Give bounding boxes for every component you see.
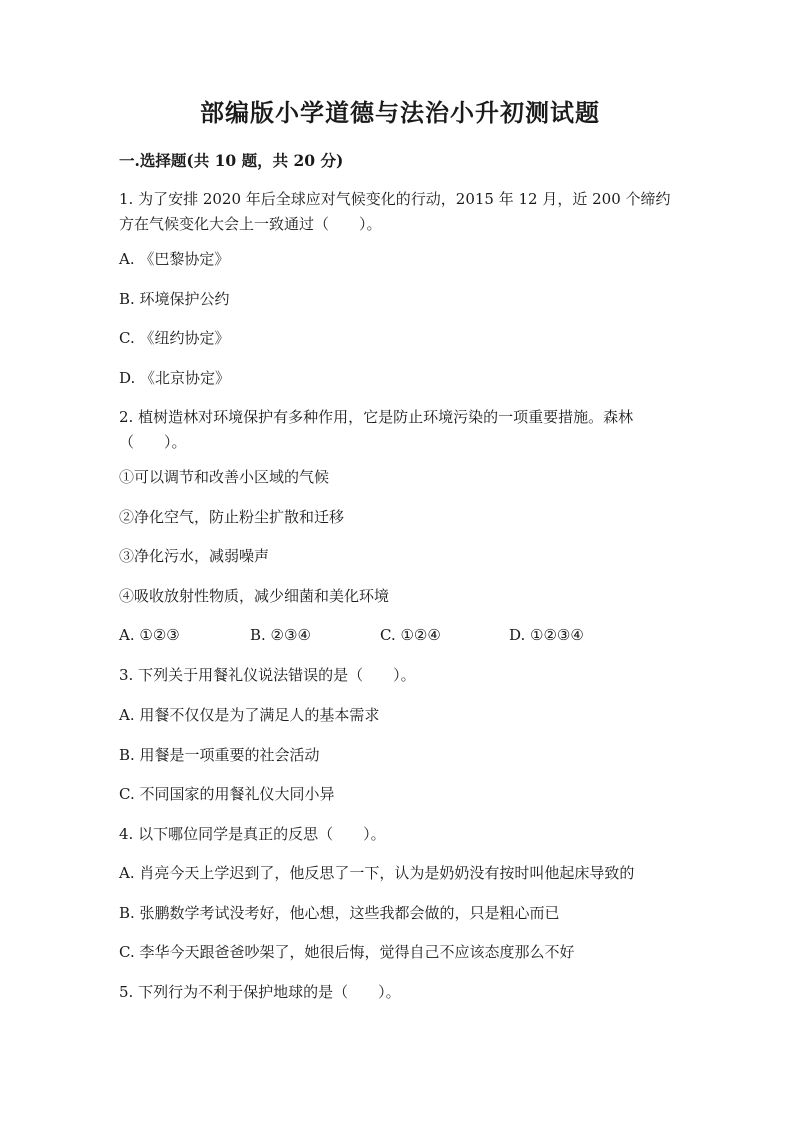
question-3-stem: 3. 下列关于用餐礼仪说法错误的是（ ）。 [119,666,416,684]
question-3-option-a: A. 用餐不仅仅是为了满足人的基本需求 [119,706,380,724]
question-2-stem-line-1: 2. 植树造林对环境保护有多种作用，它是防止环境污染的一项重要措施。森林 [119,408,634,426]
question-3-option-b: B. 用餐是一项重要的社会活动 [119,746,320,764]
question-1-stem-line-1: 1. 为了安排 2020 年后全球应对气候变化的行动，2015 年 12 月，近 200 个缔约 [119,190,671,208]
question-4-option-c: C. 李华今天跟爸爸吵架了，她很后悔，觉得自己不应该态度那么不好 [119,943,575,961]
question-4-option-a: A. 肖亮今天上学迟到了，他反思了一下，认为是奶奶没有按时叫他起床导致的 [119,864,635,882]
question-1-option-a: A. 《巴黎协定》 [119,250,230,268]
question-1-option-d: D. 《北京协定》 [119,369,231,387]
question-2-statement-3: ③净化污水，减弱噪声 [119,547,270,565]
section-heading: 一.选择题(共 10 题，共 20 分) [119,151,344,170]
question-4-stem: 4. 以下哪位同学是真正的反思（ ）。 [119,825,386,843]
question-2-statement-1: ①可以调节和改善小区域的气候 [119,468,330,486]
question-2-option-a: A. ①②③ [119,626,180,644]
question-2-option-d: D. ①②③④ [509,626,584,644]
question-2-options-row [119,624,684,646]
question-4-option-b: B. 张鹏数学考试没考好，他心想，这些我都会做的，只是粗心而已 [119,904,560,922]
question-1-stem-line-2: 方在气候变化大会上一致通过（ ）。 [119,215,382,233]
question-2-stem-line-2: （ ）。 [119,433,187,451]
question-2-option-c: C. ①②④ [380,626,441,644]
question-1-option-c: C. 《纽约协定》 [119,329,230,347]
page-title: 部编版小学道德与法治小升初测试题 [200,98,600,127]
question-5-stem: 5. 下列行为不利于保护地球的是（ ）。 [119,983,401,1001]
question-1-option-b: B. 环境保护公约 [119,290,230,308]
question-2-statement-2: ②净化空气，防止粉尘扩散和迁移 [119,508,345,526]
question-3-option-c: C. 不同国家的用餐礼仪大同小异 [119,785,335,803]
question-2-option-b: B. ②③④ [250,626,311,644]
question-2-statement-4: ④吸收放射性物质，减少细菌和美化环境 [119,587,390,605]
